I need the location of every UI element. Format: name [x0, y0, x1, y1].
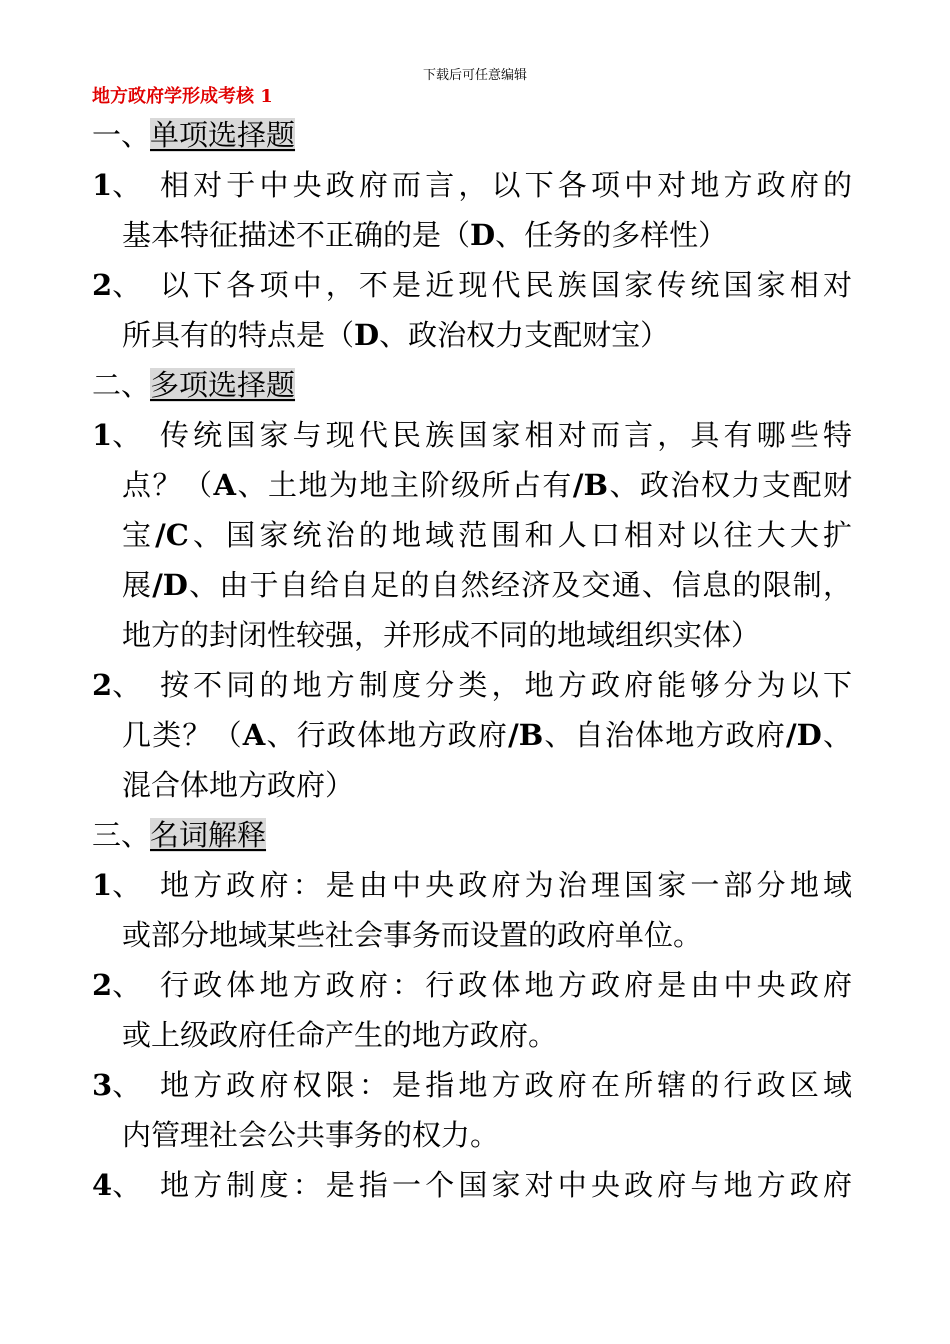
definition-item — [92, 960, 852, 1060]
document-title: 地方政府学形成考核 1 — [92, 86, 273, 107]
section-label: 单项选择题 — [150, 118, 296, 152]
item-text-rest: 内管理社会公共事务的权力。 — [122, 1118, 500, 1152]
item-text-rest: 或上级政府任命产生的地方政府。 — [122, 1018, 558, 1052]
item-text-line1: 地方政府：是由中央政府为治理国家一部分地域 — [160, 868, 852, 902]
definition-item — [92, 1060, 852, 1160]
section-prefix: 二、 — [92, 368, 151, 402]
item-text-line1: 行政体地方政府：行政体地方政府是由中央政府 — [160, 968, 852, 1002]
question-item — [92, 260, 852, 360]
section-prefix: 一、 — [92, 118, 151, 152]
item-text-rest: 几类？（A、行政体地方政府/B、自治体地方政府/D、混合体地方政府） — [122, 718, 852, 802]
item-text-rest: 所具有的特点是（D、政治权力支配财宝） — [122, 318, 670, 352]
page-header-note: 下载后可任意编辑 — [422, 68, 527, 83]
section-heading-multiple-choice — [92, 360, 852, 410]
item-text-line1: 以下各项中，不是近现代民族国家传统国家相对 — [160, 268, 852, 302]
item-number: 2、 — [92, 968, 142, 1002]
item-text-rest: 点？（A、土地为地主阶级所占有/B、政治权力支配财宝/C、国家统治的地域范围和人口相对以往大大扩展/D、由于自给自足的自然经济及交通、信息的限制，地方的封闭性较强，并形成不同的地域组织实体） — [122, 468, 852, 652]
item-text-line1: 地方政府权限：是指地方政府在所辖的行政区域 — [160, 1068, 852, 1102]
item-number: 2、 — [92, 268, 142, 302]
question-item — [92, 660, 852, 810]
definition-item — [92, 860, 852, 960]
item-text-line1: 相对于中央政府而言，以下各项中对地方政府的 — [160, 168, 852, 202]
question-item — [92, 160, 852, 260]
section-label: 名词解释 — [150, 818, 267, 852]
item-text-rest: 基本特征描述不正确的是（D、任务的多样性） — [122, 218, 728, 252]
item-number: 1、 — [92, 168, 142, 202]
section-heading-single-choice — [92, 110, 852, 160]
document-body — [92, 110, 852, 1210]
item-number: 3、 — [92, 1068, 142, 1102]
item-text-rest: 或部分地域某些社会事务而设置的政府单位。 — [122, 918, 703, 952]
definition-item — [92, 1160, 852, 1210]
section-label: 多项选择题 — [150, 368, 296, 402]
section-prefix: 三、 — [92, 818, 151, 852]
item-number: 1、 — [92, 418, 142, 452]
section-heading-term-definitions — [92, 810, 852, 860]
item-number: 4、 — [92, 1168, 142, 1202]
item-text-line1: 地方制度：是指一个国家对中央政府与地方政府 — [160, 1168, 852, 1202]
item-text-line1: 传统国家与现代民族国家相对而言，具有哪些特 — [160, 418, 852, 452]
item-text-line1: 按不同的地方制度分类，地方政府能够分为以下 — [160, 668, 852, 702]
item-number: 1、 — [92, 868, 142, 902]
item-number: 2、 — [92, 668, 142, 702]
question-item — [92, 410, 852, 660]
